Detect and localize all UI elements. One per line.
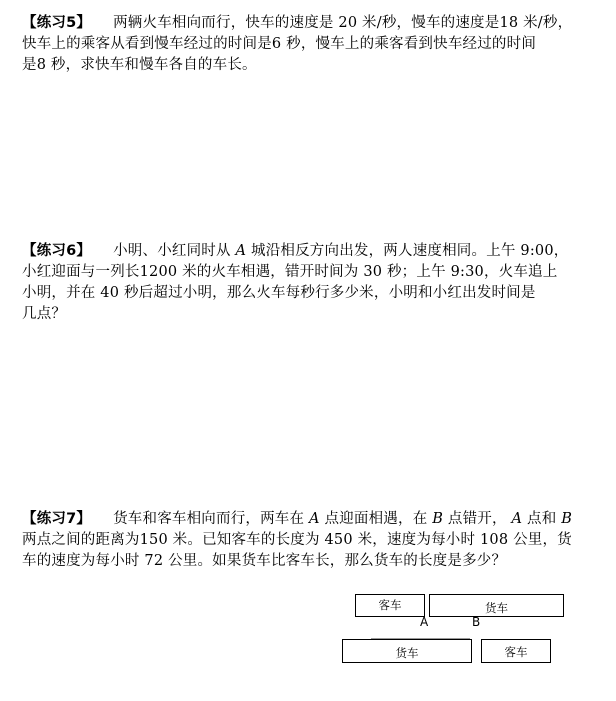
exercise-7-point-b: B <box>432 511 444 527</box>
point-b-label: B <box>472 615 481 629</box>
exercise-5-line-1 <box>22 13 578 34</box>
exercise-5 <box>22 13 578 76</box>
top-freight-car-box <box>429 594 564 617</box>
exercise-6-text-1a: 小明、小红同时从 <box>113 243 231 259</box>
exercise-7-point-a-2: A <box>511 511 523 527</box>
top-freight-car-label: 货车 <box>485 601 508 615</box>
exercise-6-line-3: 小明，并在 40 秒后超过小明，那么火车每秒行多少米，小明和小红出发时间是 <box>22 285 536 301</box>
bottom-freight-car-box <box>342 639 472 663</box>
bottom-freight-car-label: 货车 <box>395 646 419 660</box>
exercise-5-label: 【练习5】 <box>22 15 92 31</box>
exercise-6-label: 【练习6】 <box>22 243 92 259</box>
point-a-label: A <box>420 615 429 629</box>
exercise-6-line-1 <box>22 241 578 262</box>
exercise-7-text-1c: 点错开， <box>447 511 507 527</box>
exercise-7-text-1b: 点迎面相遇，在 <box>324 511 428 527</box>
exercise-7-line-1 <box>22 509 578 530</box>
exercise-6-city-a: A <box>235 243 247 259</box>
exercise-7 <box>22 509 578 572</box>
bottom-passenger-car-label: 客车 <box>504 645 528 659</box>
exercise-7-line-2: 两点之间的距离为150 米。已知客车的长度为 450 米，速度为每小时 108 公里，货 <box>22 532 572 548</box>
top-passenger-car-label: 客车 <box>378 598 402 612</box>
exercise-5-line-2: 快车上的乘客从看到慢车经过的时间是6 秒，慢车上的乘客看到快车经过的时间 <box>22 36 537 52</box>
exercise-7-text-1a: 货车和客车相向而行，两车在 <box>113 511 305 527</box>
exercise-6-line-4: 几点？ <box>22 306 67 322</box>
exercise-5-text-1: 两辆火车相向而行，快车的速度是 20 米/秒，慢车的速度是18 米/秒， <box>113 15 573 31</box>
exercise-7-line-3: 车的速度为每小时 72 公里。如果货车比客车长，那么货车的长度是多少？ <box>22 553 507 569</box>
exercise-7-point-b-2: B <box>561 511 573 527</box>
exercise-7-label: 【练习7】 <box>22 511 92 527</box>
exercise-6 <box>22 241 578 325</box>
bottom-passenger-car-box <box>481 639 551 663</box>
exercise-7-text-1d: 点和 <box>527 511 557 527</box>
top-passenger-car-box <box>355 594 425 617</box>
exercise-5-line-3: 是8 秒，求快车和慢车各自的车长。 <box>22 57 257 73</box>
exercise-6-line-2: 小红迎面与一列长1200 米的火车相遇，错开时间为 30 秒；上午 9:30，火车追上 <box>22 264 558 280</box>
exercise-7-point-a: A <box>309 511 320 527</box>
exercise-6-text-1b: 城沿相反方向出发，两人速度相同。上午 9:00， <box>251 243 569 259</box>
